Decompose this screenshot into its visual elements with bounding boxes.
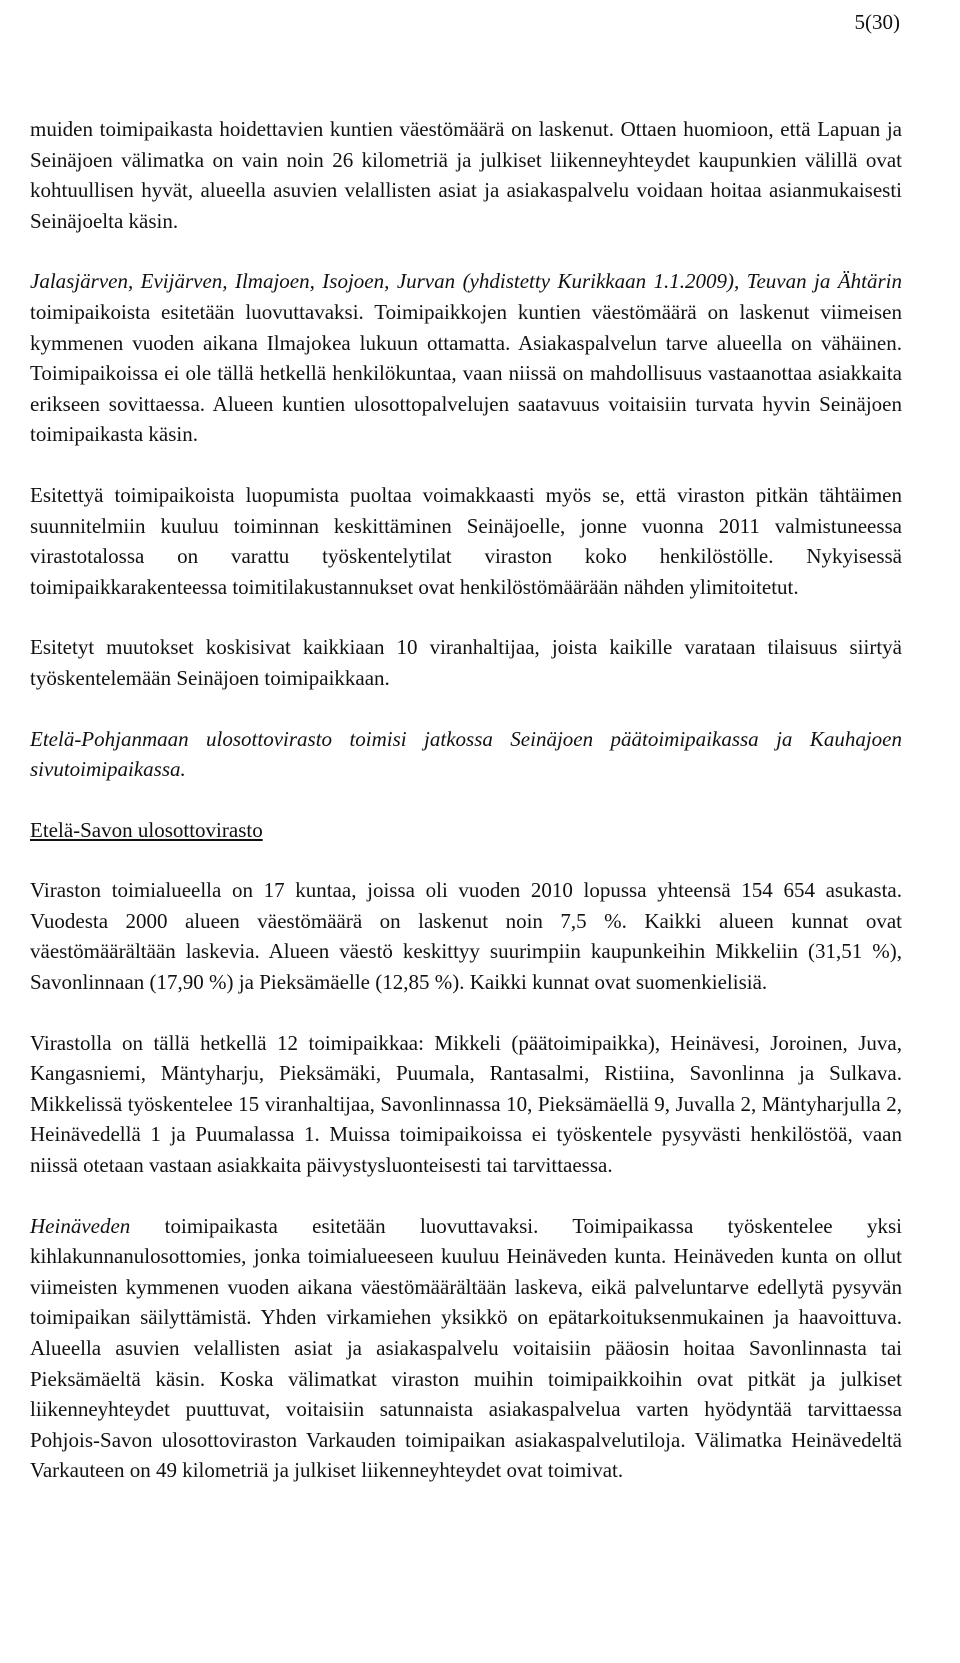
paragraph-text: toimipaikoista esitetään luovuttavaksi. Toimipaikkojen kuntien väestömäärä on laskenut viimeisen kymmenen vuoden aikana Ilmajokea lukuun ottamatta. Asiakaspalvelun tarve alueella on vähäinen. Toimipaikoissa ei ole tällä hetkellä henkilökuntaa, vaan niissä on mahdollisuus vastaanottaa asiakkaita erikseen sovittaessa. Alueen kuntien ulosottopalvelujen saatavuus voitaisiin turvata hyvin Seinäjoen toimipaikasta käsin. <box>30 299 902 447</box>
paragraph-toimialue: Viraston toimialueella on 17 kuntaa, joissa oli vuoden 2010 lopussa yhteensä 154 654 asukasta. Vuodesta 2000 alueen väestömäärä on laskenut noin 7,5 %. Kaikki alueen kunnat ovat väestömäärältään laskevia. Alueen väestö keskittyy suurimpiin kaupunkeihin Mikkeliin (31,51 %), Savonlinnaan (17,90 %) ja Pieksämäelle (12,85 %). Kaikki kunnat ovat suomenkielisiä. <box>30 878 902 995</box>
paragraph-text: toimipaikasta esitetään luovuttavaksi. Toimipaikassa työskentelee yksi kihlakunnanulosottomies, jonka toimialueeseen kuuluu Heinäveden kunta. Heinäveden kunta on ollut viimeisten kymmenen vuoden aikana väestömäärältään laskeva, eikä palveluntarve edellytä pysyvän toimipaikan säilyttämistä. Yhden virkamiehen yksikkö on epätarkoituksenmukainen ja haavoittuva. Alueella asuvien velallisten asiat ja asiakaspalvelu voitaisiin pääosin hoitaa Savonlinnasta tai Pieksämäeltä käsin. Koska välimatkat viraston muihin toimipaikkoihin ovat pitkät ja julkiset liikenneyhteydet puuttuvat, voitaisiin satunnaista asiakaspalvelua varten hyödyntää tarvittaessa Pohjois-Savon ulosottoviraston Varkauden toimipaikan asiakaspalvelutiloja. Välimatka Heinävedeltä Varkauteen on 49 kilometriä ja julkiset liikenneyhteydet ovat toimivat. <box>30 1213 902 1483</box>
paragraph-heinavesi <box>30 1211 902 1486</box>
office-name: Heinäveden <box>30 1213 131 1238</box>
municipality-list: Jalasjärven, Evijärven, Ilmajoen, Isojoen, Jurvan (yhdistetty Kurikkaan 1.1.2009), Teuvan ja Ähtärin <box>30 269 902 294</box>
paragraph-toimipaikat: Virastolla on tällä hetkellä 12 toimipaikkaa: Mikkeli (päätoimipaikka), Heinävesi, Joroinen, Juva, Kangasniemi, Mäntyharju, Pieksämäki, Puumala, Rantasalmi, Ristiina, Savonlinna ja Sulkava. Mikkelissä työskentelee 15 viranhaltijaa, Savonlinnassa 10, Pieksämäellä 9, Juvalla 2, Mäntyharjulla 2, Heinävedellä 1 ja Puumalassa 1. Muissa toimipaikoissa ei työskentele pysyvästi henkilöstöä, vaan niissä otetaan vastaan asiakkaita päivystysluonteisesti tai tarvittaessa. <box>30 1030 902 1178</box>
paragraph-toimipaikat-luovutus <box>30 266 902 450</box>
paragraph-viranhaltijat: Esitetyt muutokset koskisivat kaikkiaan 10 viranhaltijaa, joista kaikille varataan tilaisuus siirtyä työskentelemään Seinäjoen toimipaikkaan. <box>30 635 902 690</box>
document-body <box>30 114 902 1486</box>
paragraph-summary-italic: Etelä-Pohjanmaan ulosottovirasto toimisi jatkossa Seinäjoen päätoimipaikassa ja Kauhajoen sivutoimipaikassa. <box>30 726 902 782</box>
section-heading: Etelä-Savon ulosottovirasto <box>30 817 263 842</box>
paragraph-lapua: muiden toimipaikasta hoidettavien kuntien väestömäärä on laskenut. Ottaen huomioon, että Lapuan ja Seinäjoen välimatka on vain noin 26 kilometriä ja julkiset liikenneyhteydet kaupunkien välillä ovat kohtuullisen hyvät, alueella asuvien velallisten asiat ja asiakaspalvelu voidaan hoitaa asianmukaisesti Seinäjoelta käsin. <box>30 117 902 233</box>
paragraph-keskittaminen: Esitettyä toimipaikoista luopumista puoltaa voimakkaasti myös se, että viraston pitkän tähtäimen suunnitelmiin kuuluu toiminnan keskittäminen Seinäjoelle, jonne vuonna 2011 valmistuneessa virastotalossa on varattu työskentelytilat viraston koko henkilöstölle. Nykyisessä toimipaikkarakenteessa toimitilakustannukset ovat henkilöstömäärään nähden ylimitoitetut. <box>30 482 902 599</box>
page-number: 5(30) <box>854 10 900 34</box>
